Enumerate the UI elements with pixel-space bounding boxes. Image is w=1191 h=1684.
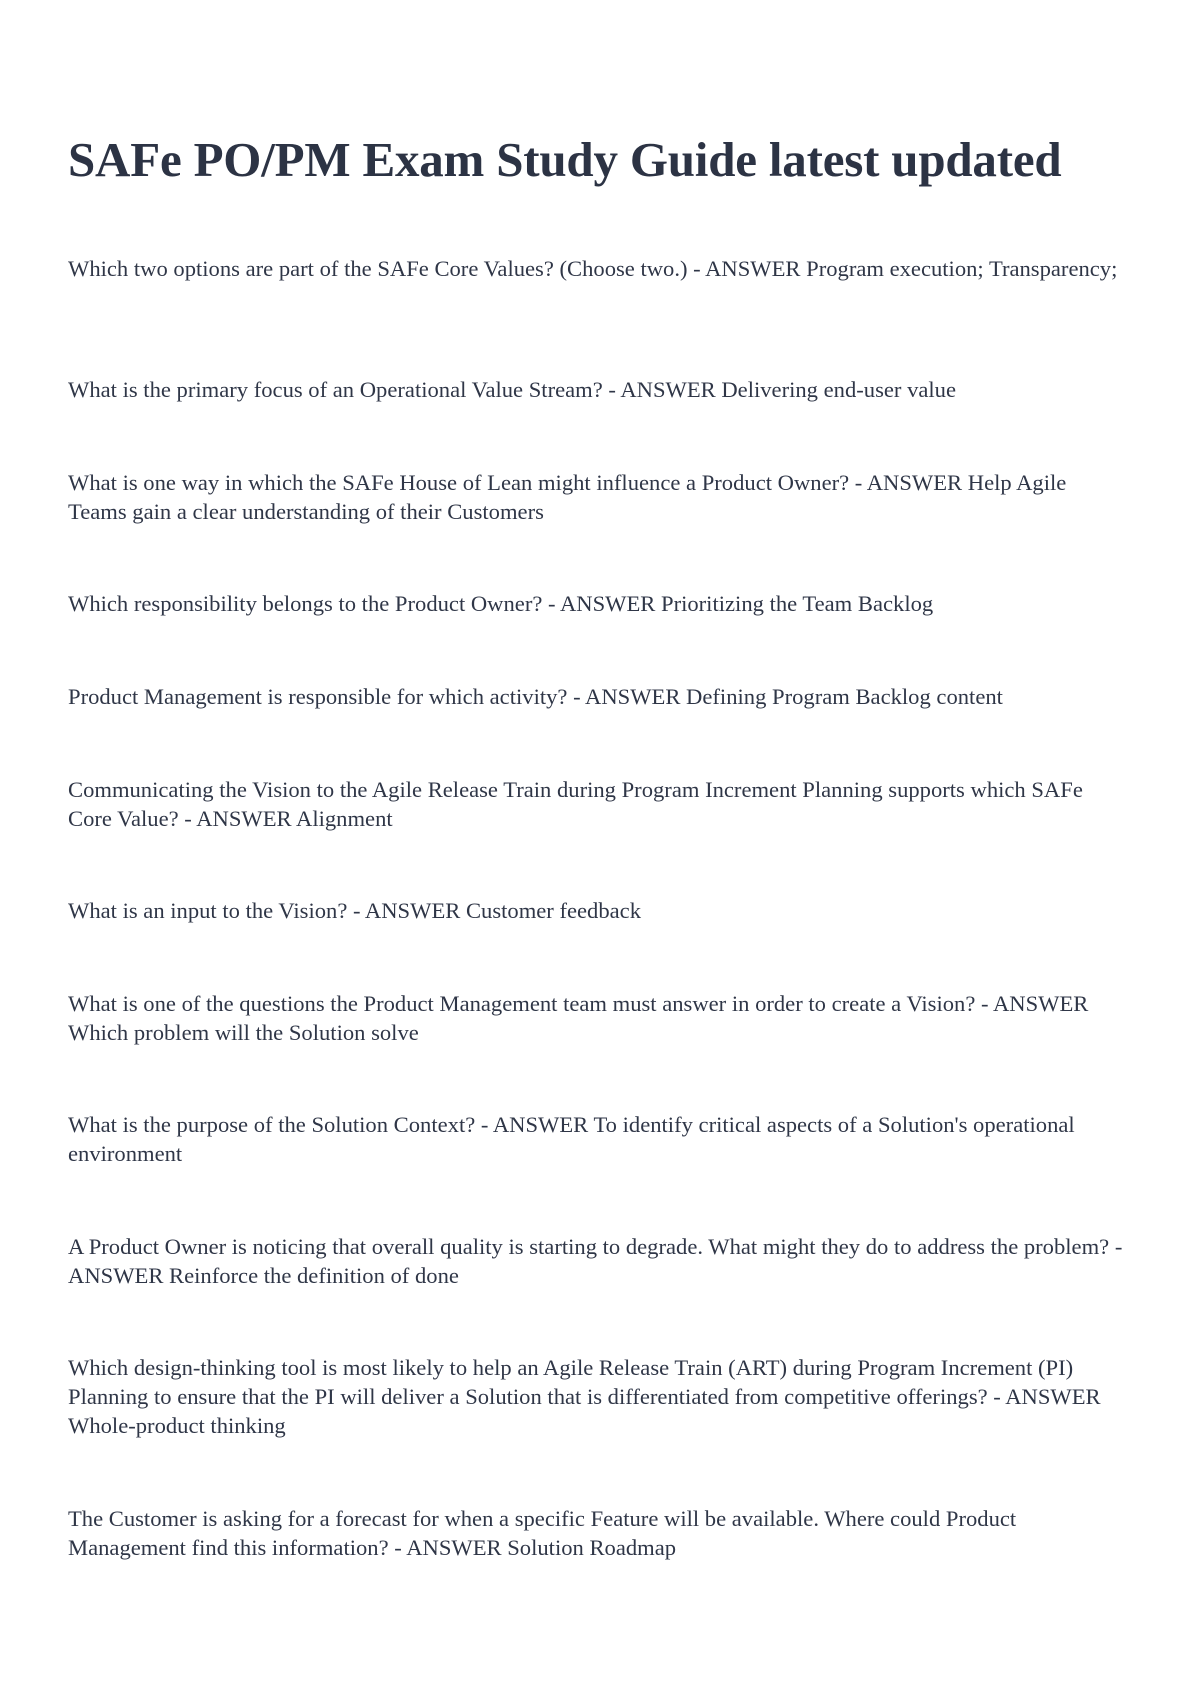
qa-item: What is the purpose of the Solution Context? - ANSWER To identify critical aspects of a Solution's operational environment xyxy=(68,1112,1075,1166)
qa-item: What is the primary focus of an Operational Value Stream? - ANSWER Delivering end-user value xyxy=(68,377,956,402)
document-title: SAFe PO/PM Exam Study Guide latest updated xyxy=(68,132,1062,187)
qa-item: A Product Owner is noticing that overall quality is starting to degrade. What might they do to address the problem? - ANSWER Reinforce the definition of done xyxy=(68,1234,1123,1288)
qa-item: What is an input to the Vision? - ANSWER Customer feedback xyxy=(68,898,642,923)
qa-item: The Customer is asking for a forecast for when a specific Feature will be available. Where could Product Management find this information? - ANSWER Solution Roadmap xyxy=(68,1506,1017,1560)
qa-item: Which responsibility belongs to the Product Owner? - ANSWER Prioritizing the Team Backlog xyxy=(68,591,934,616)
qa-item: What is one of the questions the Product Management team must answer in order to create a Vision? - ANSWER Which problem will the Solution solve xyxy=(68,991,1089,1045)
qa-item: What is one way in which the SAFe House of Lean might influence a Product Owner? - ANSWER Help Agile Teams gain a clear understanding of their Customers xyxy=(68,470,1067,524)
qa-item: Which two options are part of the SAFe Core Values? (Choose two.) - ANSWER Program execution; Transparency; xyxy=(68,256,1118,281)
qa-item: Product Management is responsible for which activity? - ANSWER Defining Program Backlog content xyxy=(68,684,1003,709)
qa-item: Which design-thinking tool is most likely to help an Agile Release Train (ART) during Program Increment (PI) Planning to ensure that the PI will deliver a Solution that is differentiated from competitive offerings? - ANSWER Whole-product thinking xyxy=(68,1355,1101,1438)
qa-item: Communicating the Vision to the Agile Release Train during Program Increment Planning supports which SAFe Core Value? - ANSWER Alignment xyxy=(68,777,1083,831)
